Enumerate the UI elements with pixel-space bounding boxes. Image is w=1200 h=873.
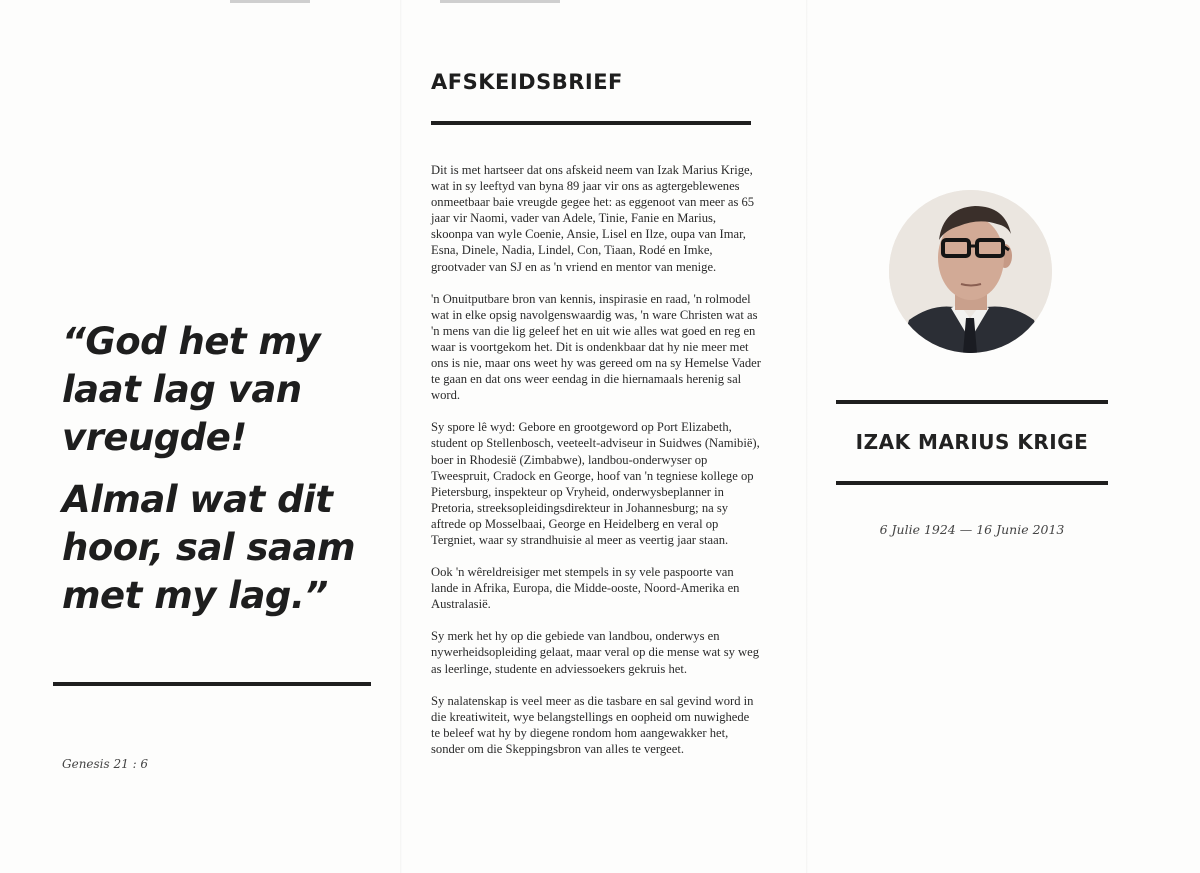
letter-body: [431, 162, 761, 773]
letter-paragraph: Sy spore lê wyd: Gebore en grootgeword op Port Elizabeth, student op Stellenbosch, veeteelt-adviseur in Suidwes (Namibië), boer in Rhodesië (Zimbabwe), landbou-onderwyser op Tweespruit, Cradock en George, hoof van 'n tegniese kollege op Pietersburg, inspekteur op Vryheid, onderwysbeplanner in Pretoria, streeksopleidingsdirekteur in Johannesburg; na sy aftrede op Mosselbaai, George en Heidelberg en veral op Tergniet, waar sy strandhuisie al meer as veertig jaar staan.: [431, 420, 760, 547]
bible-quote: [62, 318, 392, 620]
fold-line: [400, 0, 402, 873]
letter-title: AFSKEIDSBRIEF: [431, 70, 623, 94]
title-divider: [431, 121, 751, 125]
deceased-name: IZAK MARIUS KRIGE: [855, 430, 1089, 454]
quote-part-2: Almal wat dit hoor, sal saam met my lag.”: [62, 478, 355, 617]
quote-reference: Genesis 21 : 6: [62, 757, 149, 771]
print-mark: [230, 0, 310, 3]
letter-paragraph: 'n Onuitputbare bron van kennis, inspirasie en raad, 'n rolmodel wat in elke opsig navolgenswaardig was, 'n ware Christen wat as 'n mens van die lig geleef het en uit wie alles wat goed en reg en waar is voortgekom het. Dit is ondenkbaar dat hy nie meer met ons is nie, maar ons weet hy was gereed om na sy Hemelse Vader te gaan en dat ons weer eendag in die hiernamaals herenig sal word.: [431, 291, 761, 403]
portrait-illustration: [889, 190, 1052, 353]
letter-paragraph: Dit is met hartseer dat ons afskeid neem van Izak Marius Krige, wat in sy leeftyd van byna 89 jaar vir ons as agtergeblewenes onmeetbaar baie vreugde gegee het: as eggenoot van meer as 65 jaar vir Naomi, vader van Adele, Tinie, Fanie en Marius, skoonpa van wyle Coenie, Ansie, Lisel en Ilze, oupa van Imar, Esna, Dinele, Nadia, Lindel, Con, Tiaan, Rodé en Imke, grootvader van SJ en as 'n vriend en mentor van menige.: [431, 163, 755, 274]
quote-divider: [53, 682, 371, 686]
quote-part-1: “God het my laat lag van vreugde!: [62, 320, 321, 459]
name-divider-bottom: [836, 481, 1108, 485]
fold-line: [806, 0, 808, 873]
life-dates: 6 Julie 1924 — 16 Junie 2013: [879, 522, 1065, 537]
print-mark: [440, 0, 560, 3]
letter-paragraph: Sy nalatenskap is veel meer as die tasbare en sal gevind word in die kreatiwiteit, wye belangstellings en oopheid om nuwighede te beleef wat hy by diegene rondom hom aangewakker het, sonder om die Skeppingsbron van alles te vergeet.: [431, 693, 754, 756]
portrait-photo: [889, 190, 1052, 353]
letter-paragraph: Sy merk het hy op die gebiede van landbou, onderwys en nywerheidsopleiding gelaat, maar veral op die mense wat sy weg as leerlinge, studente en adviessoekers gekruis het.: [431, 629, 760, 676]
letter-paragraph: Ook 'n wêreldreisiger met stempels in sy vele paspoorte van lande in Afrika, Europa, die Midde-ooste, Noord-Amerika en Australasië.: [431, 565, 740, 612]
name-divider-top: [836, 400, 1108, 404]
